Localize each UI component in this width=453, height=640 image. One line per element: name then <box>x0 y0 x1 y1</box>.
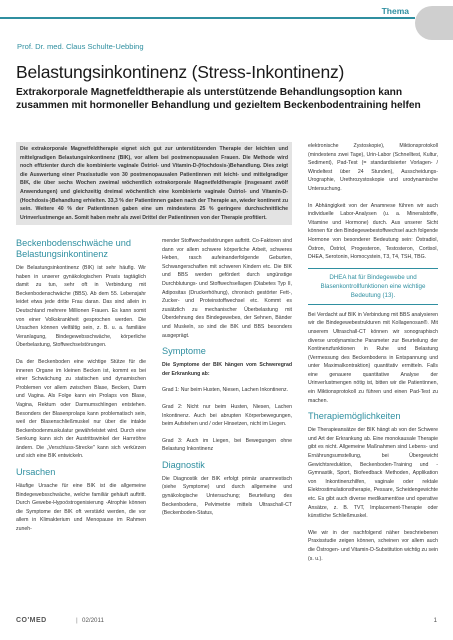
article-title: Belastungsinkontinenz (Stress-Inkontinenz) <box>16 62 345 82</box>
paragraph: Die Diagnostik der BIK erfolgt primär anamnestisch (siehe Symptome) und durch allgemeine und gynäkologische Untersuchung; Beurteilung des Beckenbodens, Pelvimetrie mittels Ultraschall-CT (Beckenboden-Status, <box>162 475 292 517</box>
section-label: Thema <box>376 6 409 16</box>
page-number: 1 <box>433 617 437 624</box>
footer-separator: | <box>76 617 78 624</box>
symptom-intro: Die Symptome der BIK hängen vom Schweregrad der Erkrankung ab: <box>162 362 292 377</box>
lead-paragraph: Die extrakorporale Magnetfeldtherapie eignet sich gut zur unterstützenden Therapie der leichten und mittelgradigen Belastungsinkontinenz (BIK), vor allem bei postmenopausalen Frauen. Die Methode wird noch effizienter durch die kombinierte vaginale Östriol- und Vitamin-D-(Hochdosis-)Behandlung. Dies zeigt die Auswertung einer Praxisstudie von 30 postmenopausalen Patientinnen mit leicht- und mittelgradiger BIK, die über sechs Wochen zweimal wöchentlich extrakorporale Magnetfeldtherapie (insgesamt zwölf Anwendungen) und gleichzeitig dreimal wöchentlich eine kombinierte vaginale Östriol- und Vitamin-D-(Hochdosis-)Behandlung erhielten. 33,3 % der Patientinnen gaben nach der Therapie an, wieder kontinent zu sein. Weitere 40 % der Patientinnen gaben eine um mindestens 25 % geringere durchschnittliche Urinverlustmenge an. Somit haben mehr als zwei Drittel der Patientinnen von der Therapie profitiert. <box>16 142 292 225</box>
paragraph: Häufige Ursache für eine BIK ist die allgemeine Bindegewebsschwäche, welche familiär gehäuft auftritt. Durch Gewebe-Hypoöstrogenisierung -Atrophie können die Symptome der BIK oft verstärkt werden, die vor allem in Klimakterium und Menopause im Rahmen zuneh- <box>16 483 146 533</box>
column-3 <box>308 142 438 563</box>
grade-3: Grad 3: Auch im Liegen, bei Bewegungen ohne Belastung Inkontinenz <box>162 437 292 453</box>
heading-beckenboden: Beckenbodenschwäche und Belastungsinkontinenz <box>16 238 131 259</box>
paragraph: Die Belastungsinkontinenz (BIK) ist sehr häufig. Wir haben in unserer gynäkologischen Praxis tagtäglich damit zu tun, sehr oft in Verbindung mit Beckenbodenschwäche (BBS). Ab dem 55. Lebensjahr leidet etwa jede dritte Frau daran. Das sind allein in Deutschland mehrere Millionen Frauen. Es kann somit von einer Volkskrankheit gesprochen werden. Die Ursachen können vielfältig sein, z. B. u. a. familiäre Veranlagung, Bindegewebsschwäche, körperliche Überbelastung, Stoffwechselstörungen. <box>16 265 146 349</box>
paragraph: Die Therapieansätze der BIK hängt ab von der Schwere und Art der Erkrankung ab. Eine monokausale Therapie gibt es nicht. Allgemeine Maßnahmen sind Lebens- und Ernährungsumstellung, bei Übergewicht Gewichtsreduktion, Beckenboden-Training und -Gymnastik, Sport, Biofeedback Methoden, Applikation von Inkontinenzhilfen, vaginale oder rektale Elektrostimulationstherapie, Pessare, Scheidengewichte etc. Es gibt auch diverse medikamentöse und operative Ansätze, z. B. TVT, Implacement-Therapie oder künstliche Schließmuskel. <box>308 427 438 520</box>
article-subtitle: Extrakorporale Magnetfeldtherapie als unterstützende Behandlungsoption kann zusammen mit hormoneller Behandlung und gezieltem Beckenbodentraining helfen <box>16 87 421 111</box>
header-rule <box>0 17 415 19</box>
heading-ursachen: Ursachen <box>16 467 56 478</box>
page-tab <box>415 6 453 40</box>
heading-therapie: Therapiemöglichkeiten <box>308 411 401 422</box>
top-bar <box>0 0 453 28</box>
paragraph: Bei Verdacht auf BIK in Verbindung mit BBS analysieren wir die Bindegewebestrukturen mit Kollagenosan®. Mit unserem Ultraschall-CT können wir sonographisch diverse urodynamische Parameter zur Beurteilung der Kontinenzfunktionen in Ruhe und Belastung (Vermessung des Beckenbodens in Entspannung und unter Maximalkontraktion) quantitativ ermitteln. Falls eine genauere quantitative Analyse der Urinverlustmengen nötig ist, bitten wir die Patientinnen, ein Miktionsprotokoll zu führen und einen Pad-Test zu machen. <box>308 311 438 404</box>
grade-1: Grad 1: Nur beim Husten, Niesen, Lachen Inkontinenz. <box>162 387 289 394</box>
footer <box>0 613 453 640</box>
publisher-logo: CO'MED <box>16 617 47 624</box>
issue-number: 02/2011 <box>82 617 104 624</box>
paragraph: In Abhängigkeit von der Anamnese führen wir auch individuelle Labor-Analysen (u. a. Mineralstoffe, Vitamine und Hormone) durch. Aus unserer Sicht können für den Bindegewebestoffwechsel auch folgende Hormone von besonderer Bedeutung sein: Östradiol, Östron, Östriol, Progesteron, Testosteron, Cortisol, DHEA, Serotonin, Homocystein, T3, T4, TSH, TBG. <box>308 202 438 261</box>
paragraph: Wie wir in der nachfolgend näher beschriebenen Praxisstudie zeigen können, scheinen vor allem auch die Östrogen- und Vitamin-D-Substitution wichtig zu sein (s. u.). <box>308 529 438 562</box>
column-1 <box>16 232 146 534</box>
grade-2: Grad 2: Nicht nur beim Husten, Niesen, Lachen Inkontinenz. Auch bei abrupten Körperbewegungen, beim Aufstehen und / oder Hinsetzen, nicht im Liegen. <box>162 403 292 428</box>
paragraph: mender Stoffwechselstörungen auftritt. Co-Faktoren sind dann vor allem schwere körperliche Arbeit, schweres Heben, rasch aufeinanderfolgende Geburten, Schwangerschaften mit schweren Kindern etc. Die BIK und BBS werden gefördert durch ungünstige Durchblutungs- und Stoffwechsellagen (Diabetes Typ II, Adipositas (Druckerhöhung), chronisch gestörter Fett-, Zucker- und Proteinstoffwechsel etc. Kommt es zusätzlich zu mechanischer Überbelastung mit Überdehnung des Bindegewebes, der Sehnen, Bänder und Muskeln, so sind die BIK und BBS besonders ausgeprägt. <box>162 238 292 339</box>
paragraph: Da der Beckenboden eine wichtige Stütze für die inneren Organe im kleinen Becken ist, kommt es bei einer Schwächung zu statischen und dynamischen Problemen vor allem zwischen Blase, Becken, Darm und Vagina. Als Folge kann ein Prolaps von Blase, Vagina, Rektum oder Darmumschlingen entstehen. Besonders der Blasenprolaps kann problematisch sein, weil der Blasenschließmuskel nur über die intakte Beckenbodenmuskulatur gewährleistet wird. Durch eine Senkung kann sich der Austrittswinkel der Harnröhre ändern. Die „Verschluss-Strecke" kann sich verkürzen und sich eine BIK entwickeln. <box>16 358 146 460</box>
callout-box: DHEA hat für Bindegewebe und Blasenkontrollfunktionen eine wichtige Bedeutung (13). <box>308 268 438 305</box>
paragraph: elektronische Zystoskopie), Miktionsprotokoll (mindestens zwei Tage), Urin-Labor (Schnelltest, Kultur, Sediment), Pad-Test (= standardisierter Vorlagen- / Windeltest über 24 Stunden), Ausscheidungs-Urographie, Urethrozystoskopie und urodynamische Untersuchung. <box>308 143 438 192</box>
lead-block <box>16 142 292 225</box>
heading-diagnostik: Diagnostik <box>162 459 205 470</box>
author: Prof. Dr. med. Claus Schulte-Uebbing <box>17 42 144 51</box>
column-2 <box>162 232 292 518</box>
heading-symptome: Symptome <box>162 346 206 357</box>
